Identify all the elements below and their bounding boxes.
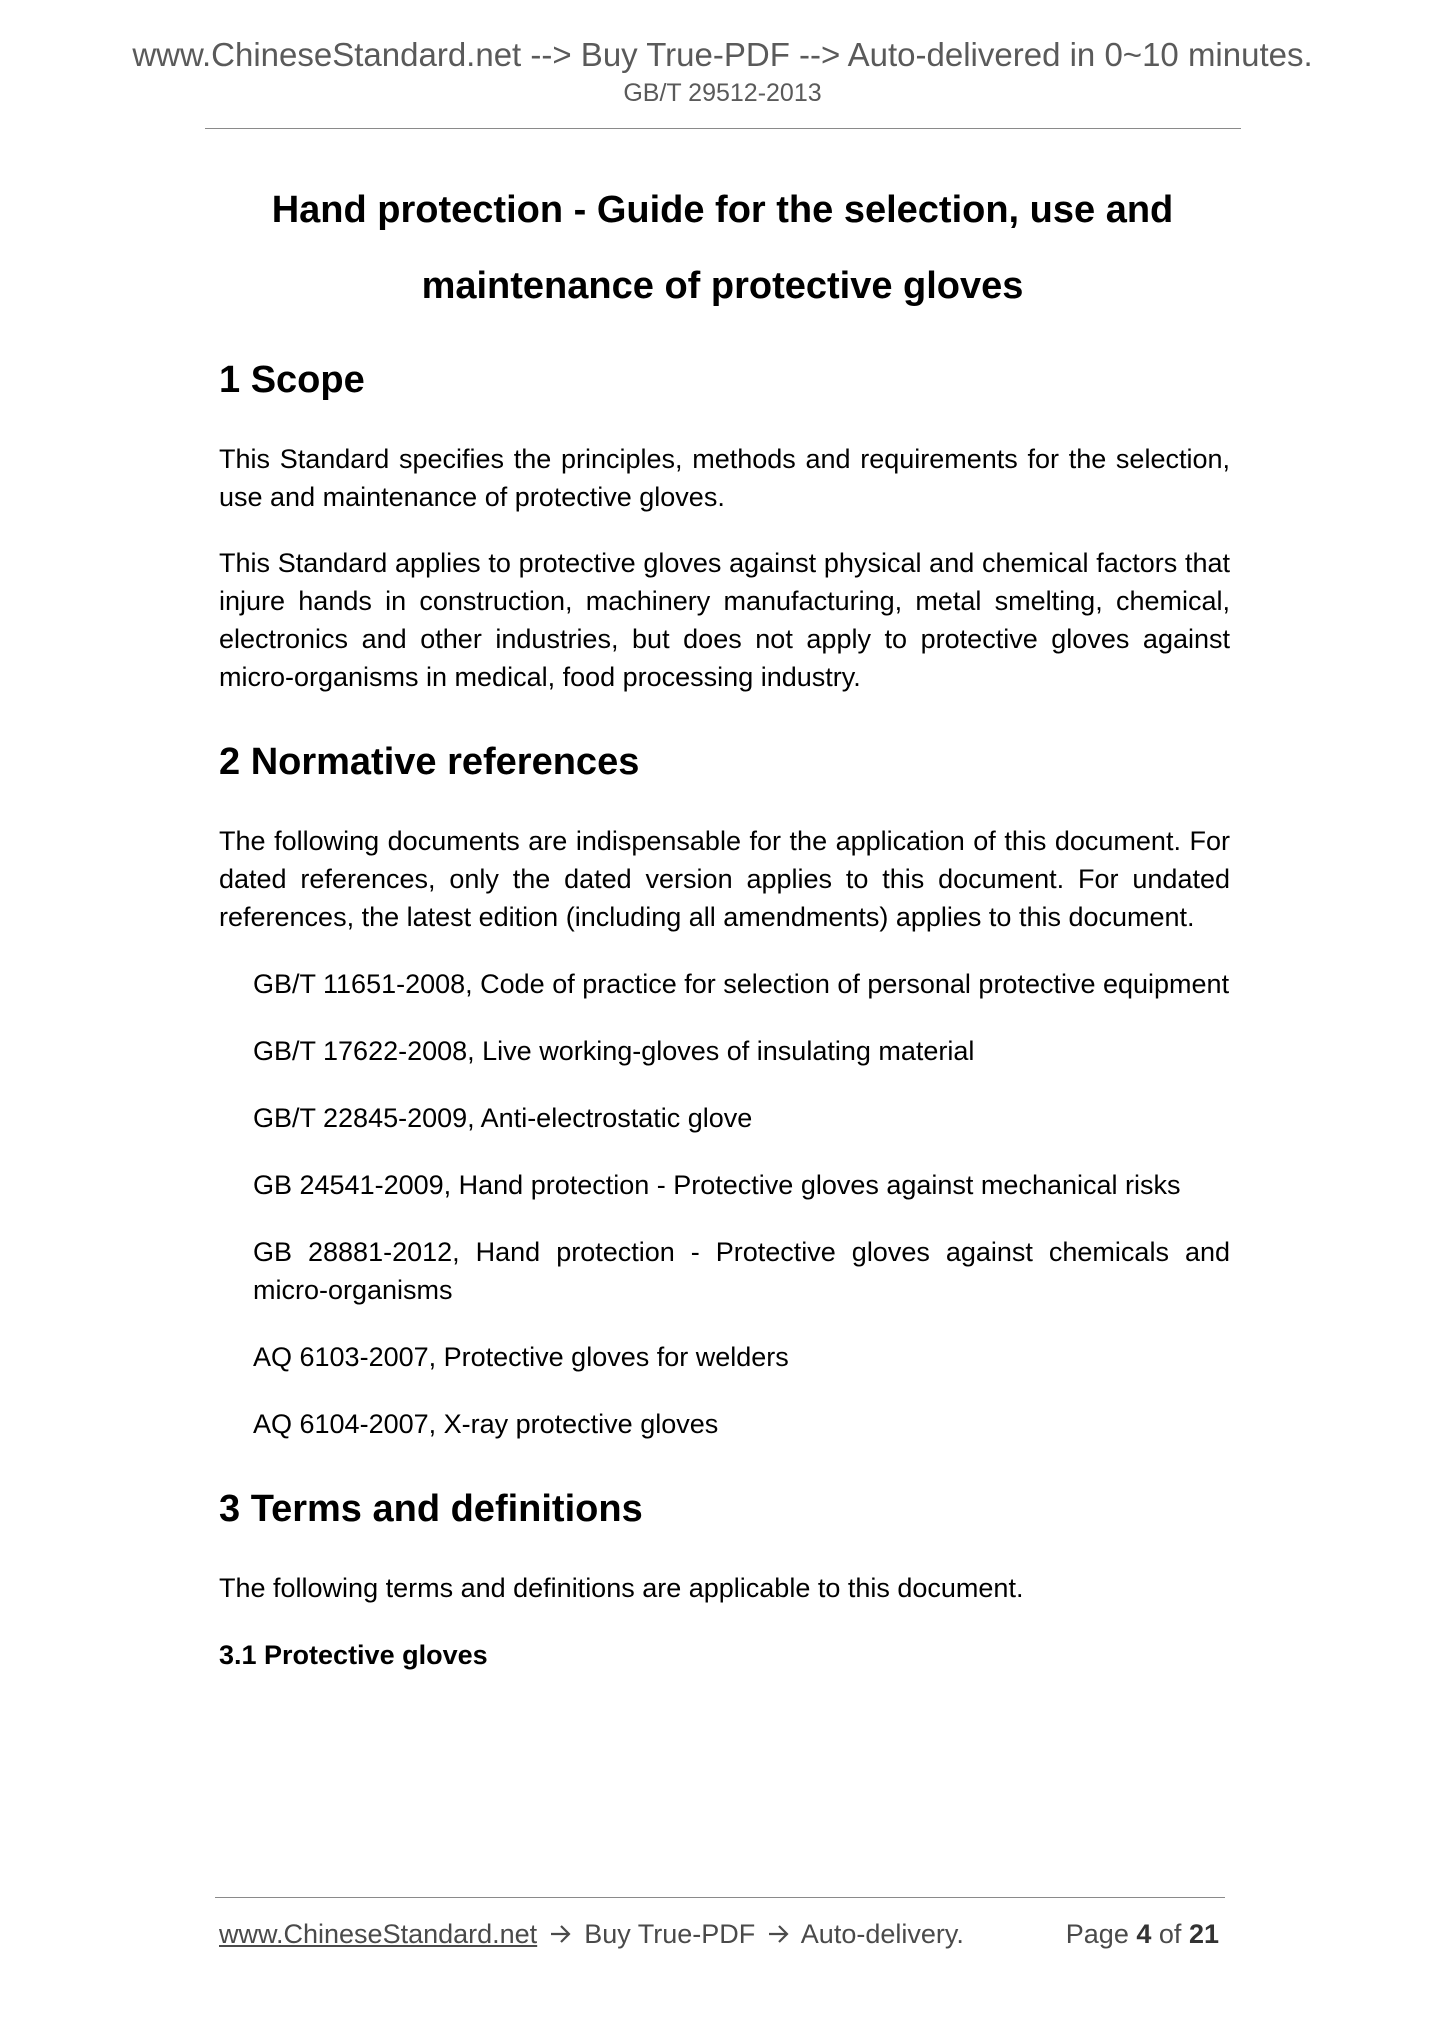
- footer: [219, 1917, 1219, 1951]
- header-standard-number: GB/T 29512-2013: [623, 79, 822, 107]
- page-number: [1066, 1917, 1219, 1951]
- scope-paragraph-2: This Standard applies to protective gloves against physical and chemical factors that injure hands in construction, machinery manufacturing, metal smelting, chemical, electronics and other industries, but does not apply to protective gloves against micro-organisms in medical, food processing industry.: [219, 548, 1230, 692]
- reference-list: [219, 965, 1230, 1443]
- terms-intro-paragraph: The following terms and definitions are applicable to this document.: [219, 1573, 1024, 1603]
- normative-intro-paragraph: The following documents are indispensable for the application of this document. For dated references, only the dated version applies to this document. For undated references, the latest edition (including all amendments) applies to this document.: [219, 826, 1230, 932]
- document-title: [180, 172, 1265, 324]
- reference-item: GB 28881-2012, Hand protection - Protective gloves against chemicals and micro-organisms: [253, 1237, 1230, 1305]
- footer-buy-text: Buy True-PDF: [584, 1919, 756, 1949]
- footer-divider: [215, 1897, 1225, 1898]
- arrow-right-icon: [550, 1924, 572, 1944]
- total-pages: 21: [1188, 1919, 1219, 1949]
- subsection-heading-protective-gloves: 3.1 Protective gloves: [219, 1640, 488, 1670]
- reference-item: GB 24541-2009, Hand protection - Protective gloves against mechanical risks: [253, 1170, 1181, 1200]
- reference-item: GB/T 17622-2008, Live working-gloves of insulating material: [253, 1036, 975, 1066]
- current-page: 4: [1136, 1919, 1152, 1949]
- document-title-line-2: maintenance of protective gloves: [421, 265, 1024, 307]
- section-heading-normative-references: 2 Normative references: [219, 741, 640, 783]
- reference-item: AQ 6104-2007, X-ray protective gloves: [253, 1409, 719, 1439]
- of-label: of: [1158, 1919, 1182, 1949]
- section-heading-scope: 1 Scope: [219, 359, 365, 401]
- reference-item: AQ 6103-2007, Protective gloves for welders: [253, 1342, 789, 1372]
- scope-paragraph-1: This Standard specifies the principles, methods and requirements for the selection, use and maintenance of protective gloves.: [219, 444, 1230, 512]
- header-banner: www.ChineseStandard.net --> Buy True-PDF --> Auto-delivered in 0~10 minutes.: [132, 36, 1313, 73]
- header-divider: [205, 128, 1241, 129]
- document-title-line-1: Hand protection - Guide for the selection, use and: [271, 189, 1174, 231]
- page-label: Page: [1065, 1919, 1129, 1949]
- reference-item: GB/T 22845-2009, Anti-electrostatic glove: [253, 1103, 753, 1133]
- reference-item: GB/T 11651-2008, Code of practice for selection of personal protective equipment: [253, 969, 1230, 999]
- arrow-right-icon: [768, 1924, 790, 1944]
- footer-delivery-text: Auto-delivery.: [800, 1919, 964, 1949]
- document-body: [219, 352, 1230, 1674]
- footer-site-link[interactable]: www.ChineseStandard.net: [219, 1919, 538, 1949]
- section-heading-terms-and-definitions: 3 Terms and definitions: [219, 1488, 643, 1530]
